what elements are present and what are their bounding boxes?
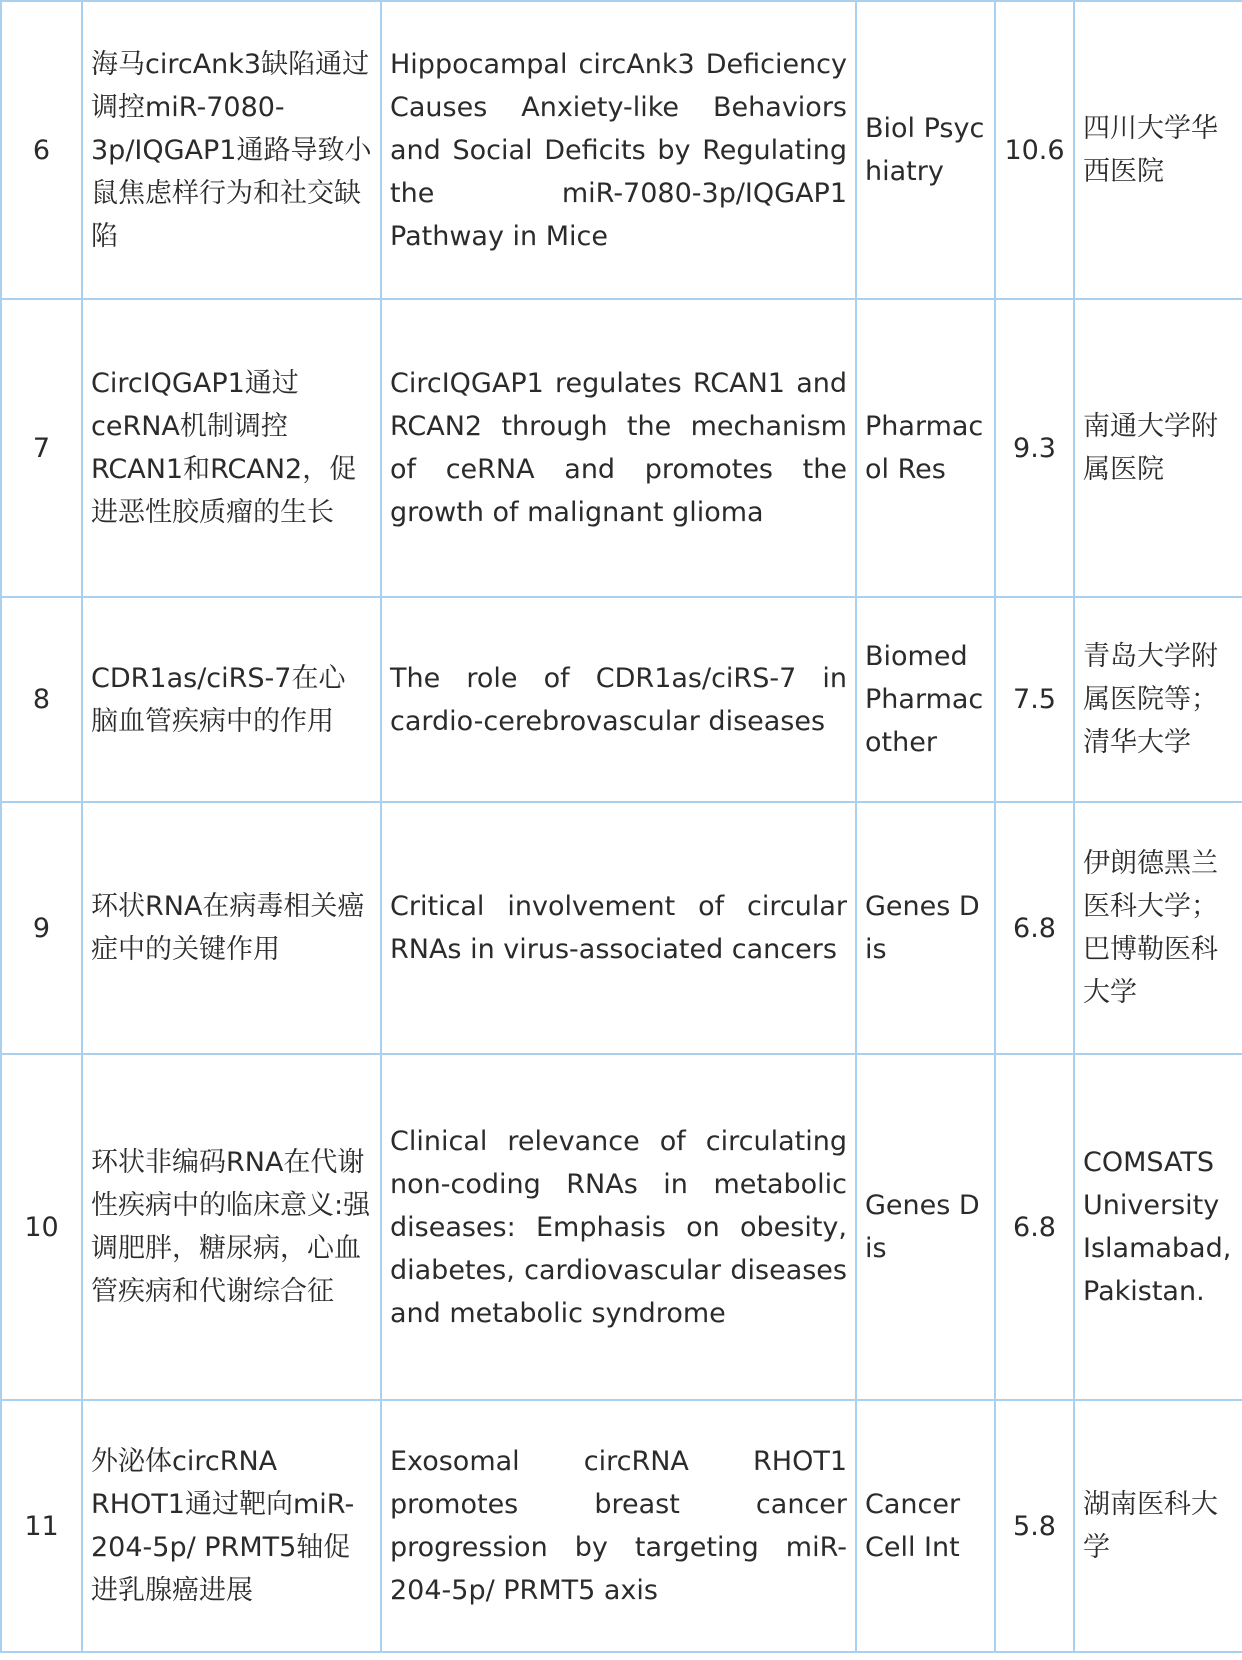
english-title: Clinical relevance of circulating non-coding RNAs in metabolic diseases: Emphasis on obesity, diabetes, cardiovascular diseases and metabolic syndrome [381, 1054, 856, 1400]
english-title: Hippocampal circAnk3 Deficiency Causes Anxiety-like Behaviors and Social Deficits by Regulating the miR-7080-3p/IQGAP1 Pathway in Mice [381, 1, 856, 299]
journal-name: Biomed Pharmacother [856, 597, 995, 802]
journal-name: Genes Dis [856, 802, 995, 1054]
institution: 四川大学华西医院 [1074, 1, 1242, 299]
table-row [1, 1, 1242, 299]
english-title: Critical involvement of circular RNAs in virus-associated cancers [381, 802, 856, 1054]
table-row [1, 802, 1242, 1054]
chinese-title: CDR1as/ciRS-7在心脑血管疾病中的作用 [82, 597, 381, 802]
impact-factor: 10.6 [995, 1, 1074, 299]
english-title: Exosomal circRNA RHOT1 promotes breast cancer progression by targeting miR-204-5p/ PRMT5 axis [381, 1400, 856, 1652]
row-number: 6 [1, 1, 82, 299]
journal-name: Genes Dis [856, 1054, 995, 1400]
row-number: 9 [1, 802, 82, 1054]
row-number: 11 [1, 1400, 82, 1652]
journal-name: Biol Psychiatry [856, 1, 995, 299]
impact-factor: 9.3 [995, 299, 1074, 597]
row-number: 7 [1, 299, 82, 597]
chinese-title: CircIQGAP1通过ceRNA机制调控RCAN1和RCAN2，促进恶性胶质瘤的生长 [82, 299, 381, 597]
institution: COMSATS University Islamabad, Pakistan. [1074, 1054, 1242, 1400]
row-number: 10 [1, 1054, 82, 1400]
impact-factor: 6.8 [995, 1054, 1074, 1400]
english-title: CircIQGAP1 regulates RCAN1 and RCAN2 through the mechanism of ceRNA and promotes the growth of malignant glioma [381, 299, 856, 597]
chinese-title: 环状非编码RNA在代谢性疾病中的临床意义:强调肥胖，糖尿病，心血管疾病和代谢综合征 [82, 1054, 381, 1400]
chinese-title: 海马circAnk3缺陷通过调控miR-7080-3p/IQGAP1通路导致小鼠焦虑样行为和社交缺陷 [82, 1, 381, 299]
table-row [1, 299, 1242, 597]
impact-factor: 6.8 [995, 802, 1074, 1054]
institution: 南通大学附属医院 [1074, 299, 1242, 597]
table-row [1, 597, 1242, 802]
journal-name: Pharmacol Res [856, 299, 995, 597]
impact-factor: 5.8 [995, 1400, 1074, 1652]
institution: 青岛大学附属医院等；清华大学 [1074, 597, 1242, 802]
institution: 伊朗德黑兰医科大学；巴博勒医科大学 [1074, 802, 1242, 1054]
journal-name: Cancer Cell Int [856, 1400, 995, 1652]
table-row [1, 1054, 1242, 1400]
chinese-title: 外泌体circRNA RHOT1通过靶向miR-204-5p/ PRMT5轴促进乳腺癌进展 [82, 1400, 381, 1652]
chinese-title: 环状RNA在病毒相关癌症中的关键作用 [82, 802, 381, 1054]
english-title: The role of CDR1as/ciRS-7 in cardio-cerebrovascular diseases [381, 597, 856, 802]
institution: 湖南医科大学 [1074, 1400, 1242, 1652]
impact-factor: 7.5 [995, 597, 1074, 802]
table-row [1, 1400, 1242, 1652]
row-number: 8 [1, 597, 82, 802]
